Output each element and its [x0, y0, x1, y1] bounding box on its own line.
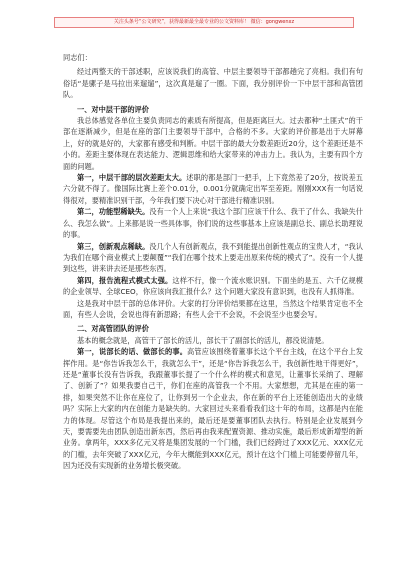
section-2-paragraph: 基本的概念就是，高管干了部长的活儿，部长干了副部长的活儿，都没说清楚。	[77, 335, 329, 345]
point-3-body: 没几个人有创新观点，我不到能提出创新性观点的宝贵人才，“我认为我们在哪个商业模式上要颠覆”“我们在哪个技术上要走出原来传统的模式了”。没有一个人提到这些，讲来讲去还是那些东西。	[63, 241, 363, 274]
point-1-label: 第一，中层干部的层次差距太大。	[77, 173, 187, 183]
summary-paragraph: 这是我对中层干部的总体评价。大家的打分评价结果都在这里，当然这个结果肯定也不全面，有些人会说，会说也得有新思路；有些人会干不会说，不会说至少也要会写。	[63, 298, 363, 319]
intro-paragraph: 经过两整天的干部述职，应该说我们的高管、中层主要领导干部都趟完了亮相。我们有句俗话“是骡子是马拉出来遛遛”，这次真是遛了一圈。下面，我分别评价一下中层干部和高管团队。	[63, 67, 363, 100]
section-2-point-1-paragraph	[63, 346, 363, 471]
section-2-point-1-label: 第一，说部长的话、做部长的事。	[77, 347, 188, 357]
section-2-title: 二、对高管团队的评价	[77, 324, 149, 334]
point-3-paragraph	[63, 241, 363, 275]
point-4-label: 第四，报告流程式模式太强。	[77, 275, 173, 285]
section-1-title: 一、对中层干部的评价	[77, 104, 149, 114]
banner-text: 关注头条号“公文研究”，获得最新最全最专业的公文资料库！ 微信：gongwenxz	[113, 19, 295, 25]
point-1-paragraph	[63, 172, 363, 206]
section-2-point-1-body: 高管应该围绕着董事长这个平台主线，在这个平台上发挥作用。是“你告诉我怎么干，我就怎么干”，还是“你告诉我怎么干，我创新性地干得更好”，还是“董事长没有告诉我，我跟董事长提了一个什么样的模式和意见，让董事长采纳了、理解了、创新了”？如果我要自己干，你们在座的高管我一个不用。大家想想，尤其是在座的第一排，如果突然不让你在座位了，让你到另一个企业去，你在新的平台上还能创造出大的业绩吗？实际上大家的内在创能力是缺失的。大家回过头来看看我们这十年的布局，这都是内在能力的体现。尽管这个布局是我提出来的，最后还是要董事团队去执行。特别是企业发展到今天，要需要先由团队创造出新东西，然后再由我来配置资源、推动实施，最后形成新增型的新业务。拿两年，XXX多亿元又将是集团发展的一个门槛，我们已经跨过了XXX亿元、XXX亿元的门槛，去年突破了XXX亿元，今年大概能到XXX亿元，预计在这个门槛上可能要停留几年，因为还没有实现新的业务增长极突破。	[63, 347, 363, 471]
greeting: 同志们：	[63, 53, 92, 62]
point-2-body: 没有一个人上来说“我这个部门应该干什么、我干了什么、我缺失什么、我怎么做”。上来都是说一些具体事，你们说的这些事基本上应该是副总长、副总长助理说的事。	[63, 207, 363, 240]
point-1-body: 述职的都是部门一把手，上下竟然差了20分，按说差五六分就不得了。像国际比赛上差个0.01分，0.001分就确定出军至差距。刚刚XXX有一句话说得很对，要精准识别干部，今年我们要下决心对干部进行精准识别。	[63, 173, 363, 205]
point-3-label: 第三，创新观点稀缺。	[77, 241, 150, 251]
header-banner	[54, 17, 354, 28]
section-1-paragraph: 我总体感觉各单位主要负责同志的素质有所提高，但是距离巨大。过去都种“土匪式”的干部在逐渐减少，但是在座的部门主要领导干部中，合格的不多。大家的评价都是出于大屏幕上，好的就是好的，大家都有感受和判断。中层干部的最大分数差距近20分，这个差距还是不小的。差距主要体现在表达能力、逻辑思维和给大家带来的冲击力上。我认为，主要有四个方面的问题。	[63, 116, 363, 171]
point-4-body: 这样不行，像一个流水账识别。下面坐的是五、六千亿规模的企业领导、全球CEO，你应该向我汇报什么？这个问题大家没有意识到，也没有人抓得准。	[63, 275, 363, 297]
point-4-paragraph	[63, 275, 363, 298]
point-2-paragraph	[63, 206, 363, 240]
point-2-label: 第二，功能型稀缺失。	[77, 207, 150, 217]
document-body	[63, 52, 363, 472]
